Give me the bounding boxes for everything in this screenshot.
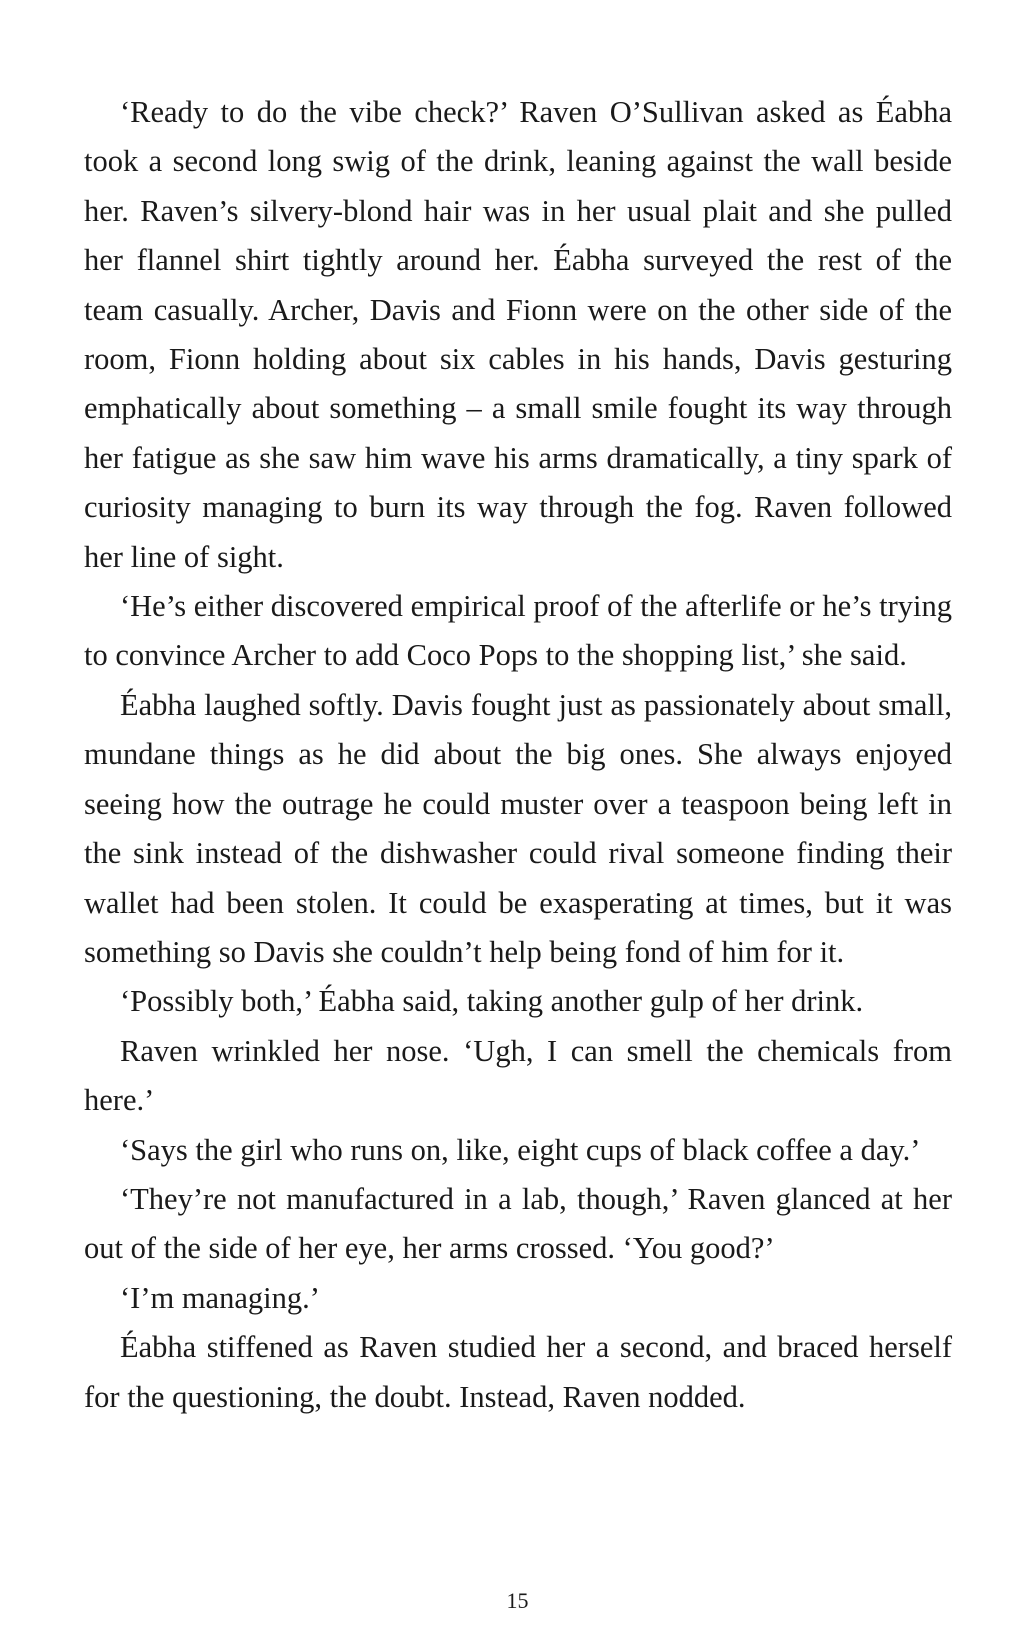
paragraph: ‘I’m managing.’ xyxy=(120,1280,320,1315)
paragraph: ‘They’re not manufactured in a lab, though,’ Raven glanced at her out of the side of her eye, her arms crossed. ‘You good?’ xyxy=(84,1181,952,1266)
page-body xyxy=(84,88,952,1422)
page-number: 15 xyxy=(506,1588,529,1613)
paragraph: Éabha stiffened as Raven studied her a second, and braced herself for the questioning, the doubt. Instead, Raven nodded. xyxy=(84,1330,952,1414)
paragraph: ‘Says the girl who runs on, like, eight cups of black coffee a day.’ xyxy=(120,1132,921,1167)
paragraph: ‘Ready to do the vibe check?’ Raven O’Sullivan asked as Éabha took a second long swig of the drink, leaning against the wall beside her. Raven’s silvery-blond hair was in her usual plait and she pulled her flannel shirt tightly around her. Éabha surveyed the rest of the team casually. Archer, Davis and Fionn were on the other side of the room, Fionn holding about six cables in his hands, Davis gesturing emphatically about something – a small smile fought its way through her fatigue as she saw him wave his arms dramatically, a tiny spark of curiosity managing to burn its way through the fog. Raven followed her line of sight. xyxy=(84,95,952,574)
paragraph: ‘He’s either discovered empirical proof of the afterlife or he’s trying to convince Archer to add Coco Pops to the shopping list,’ she said. xyxy=(84,589,952,673)
paragraph: Éabha laughed softly. Davis fought just as passionately about small, mundane things as he did about the big ones. She always enjoyed seeing how the outrage he could muster over a teaspoon being left in the sink instead of the dishwasher could rival someone finding their wallet had been stolen. It could be exasperating at times, but it was something so Davis she couldn’t help being fond of him for it. xyxy=(84,687,952,969)
paragraph: ‘Possibly both,’ Éabha said, taking another gulp of her drink. xyxy=(120,984,864,1019)
paragraph: Raven wrinkled her nose. ‘Ugh, I can smell the chemicals from here.’ xyxy=(84,1033,952,1118)
